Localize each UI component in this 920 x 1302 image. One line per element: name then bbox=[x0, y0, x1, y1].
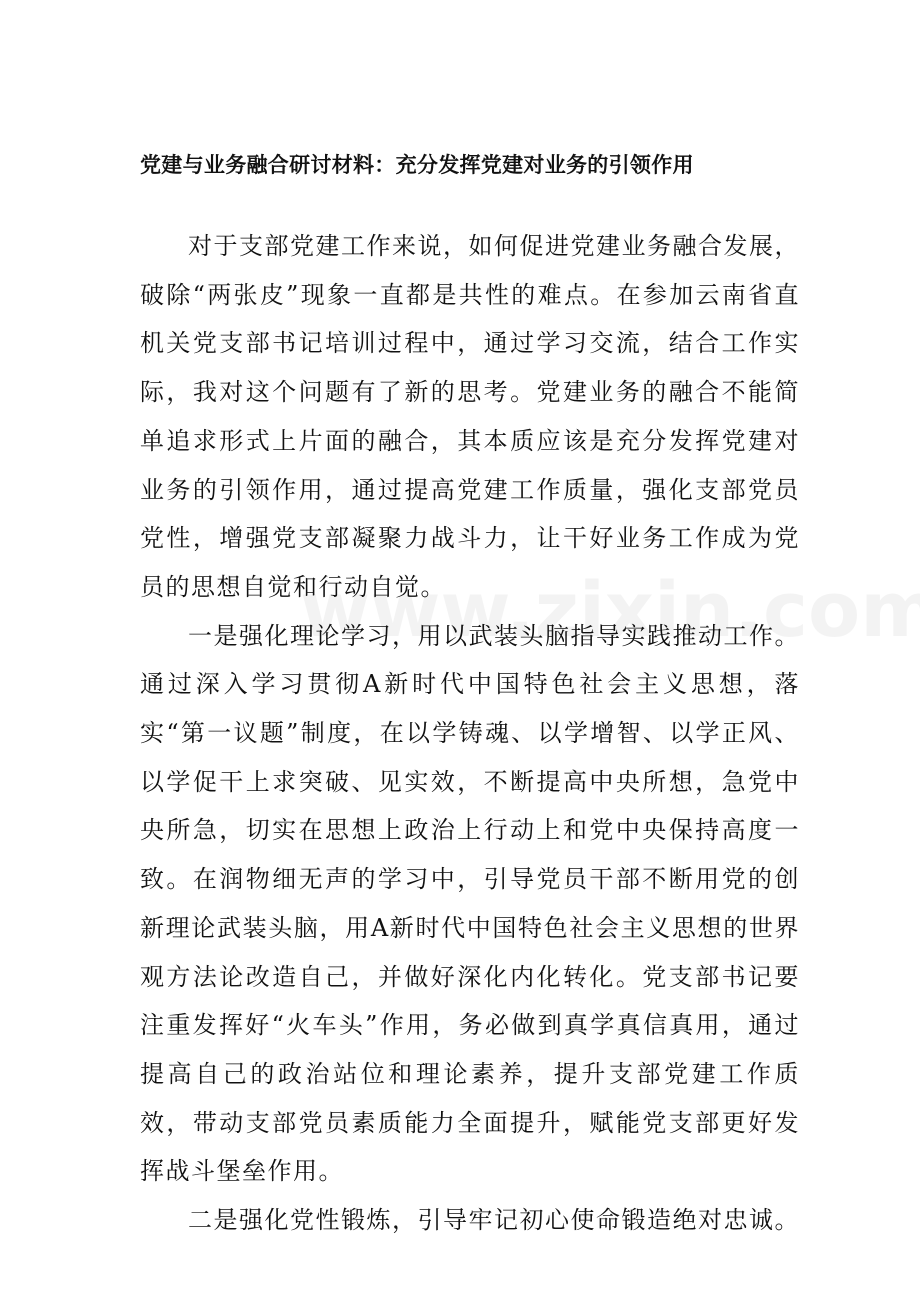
paragraph-point-one: 一是强化理论学习，用以武装头脑指导实践推动工作。通过深入学习贯彻A新时代中国特色社会主义思想，落实“第一议题”制度，在以学铸魂、以学增智、以学正风、以学促干上求突破、见实效，不断提高中央所想，急党中央所急，切实在思想上政治上行动上和党中央保持高度一致。在润物细无声的学习中，引导党员干部不断用党的创新理论武装头脑，用A新时代中国特色社会主义思想的世界观方法论改造自己，并做好深化内化转化。党支部书记要注重发挥好“火车头”作用，务必做到真学真信真用，通过提高自己的政治站位和理论素养，提升支部党建工作质效，带动支部党员素质能力全面提升，赋能党支部更好发挥战斗堡垒作用。 bbox=[140, 621, 800, 1186]
paragraph-intro: 对于支部党建工作来说，如何促进党建业务融合发展，破除“两张皮”现象一直都是共性的难点。在参加云南省直机关党支部书记培训过程中，通过学习交流，结合工作实际，我对这个问题有了新的思考。党建业务的融合不能简单追求形式上片面的融合，其本质应该是充分发挥党建对业务的引领作用，通过提高党建工作质量，强化支部党员党性，增强党支部凝聚力战斗力，让干好业务工作成为党员的思想自觉和行动自觉。 bbox=[140, 232, 800, 601]
paragraph-point-two: 二是强化党性锻炼，引导牢记初心使命锻造绝对忠诚。 bbox=[188, 1206, 800, 1235]
document-title: 党建与业务融合研讨材料：充分发挥党建对业务的引领作用 bbox=[140, 152, 694, 177]
document-body bbox=[140, 222, 800, 1245]
